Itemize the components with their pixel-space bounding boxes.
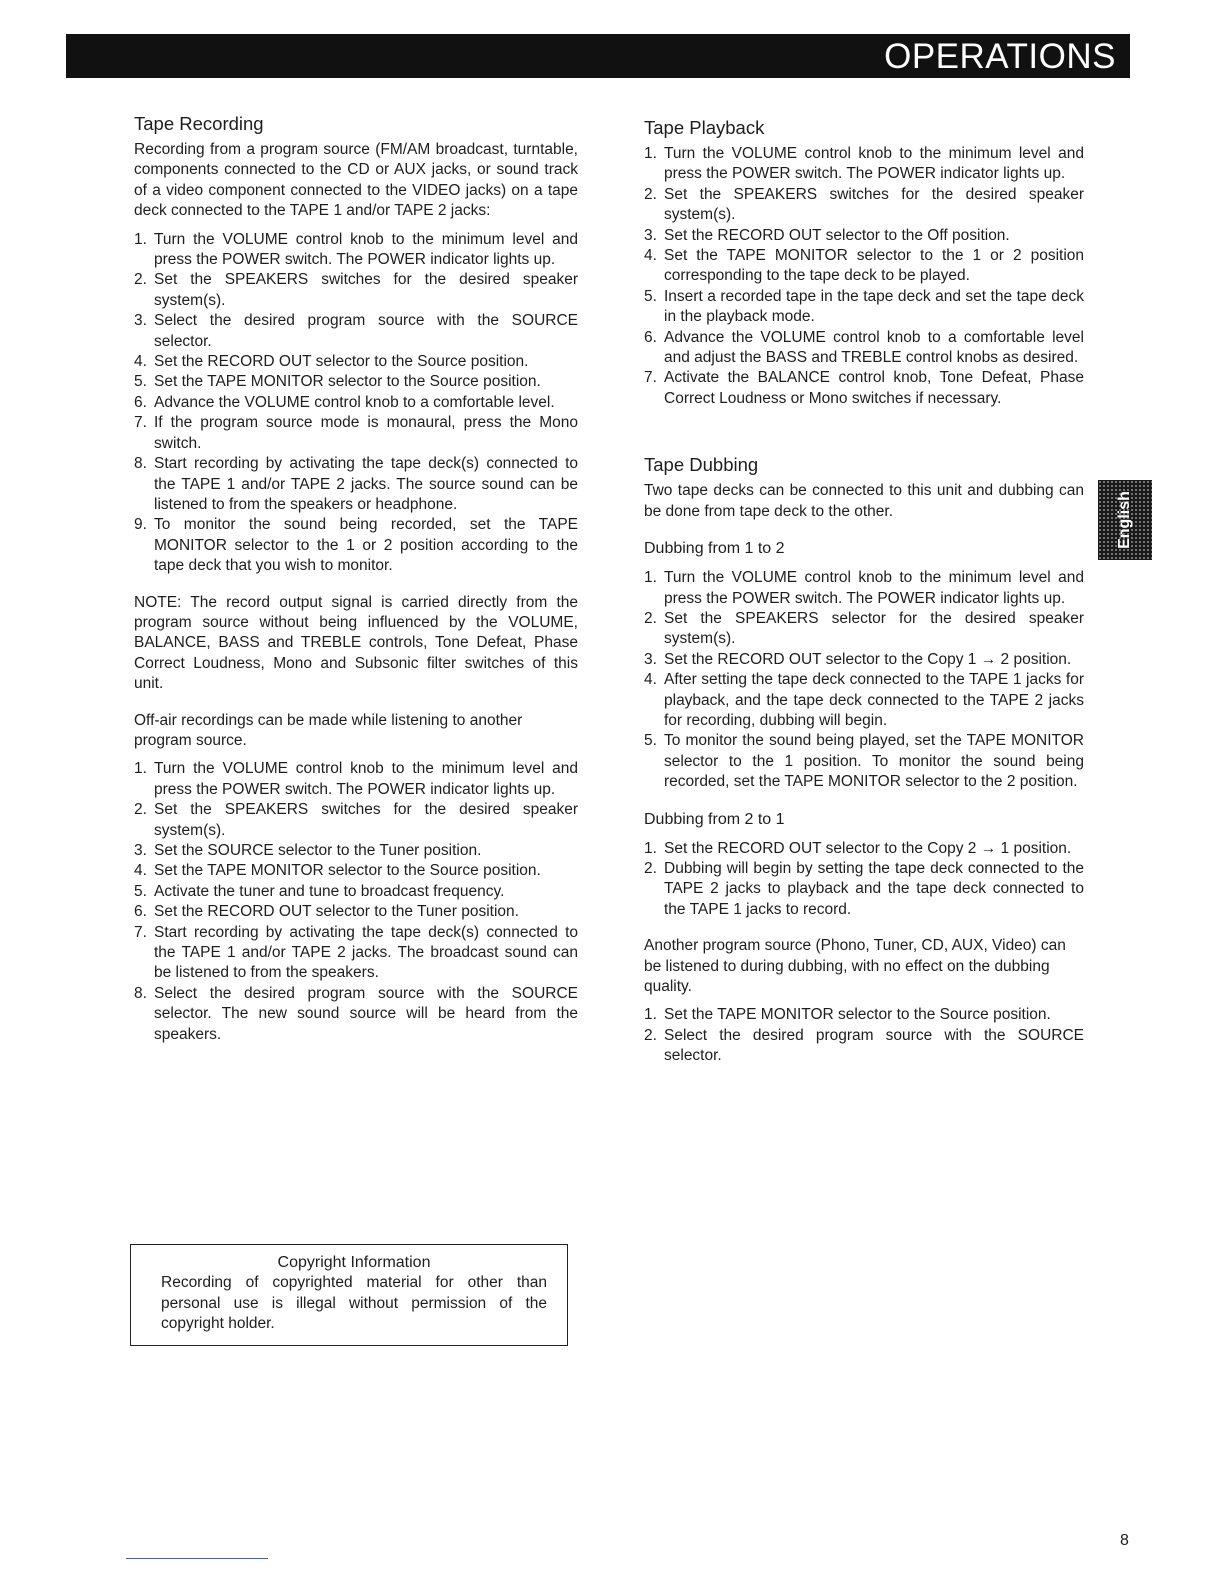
- list-item: 5. To monitor the sound being played, set the TAPE MONITOR selector to the 1 position. To monitor the sound being recorded, set the TAPE MONITOR selector to the 2 position.: [644, 732, 1084, 791]
- list-item: 7. If the program source mode is monaural, press the Mono switch.: [134, 414, 578, 452]
- list-item: 2. Set the SPEAKERS switches for the desired speaker system(s).: [134, 801, 578, 839]
- list-item: 4. After setting the tape deck connected to the TAPE 1 jacks for playback, and the tape deck connected to the TAPE 2 jacks for recording, dubbing will begin.: [644, 671, 1084, 729]
- list-item: 6. Advance the VOLUME control knob to a comfortable level.: [134, 393, 555, 411]
- dubbing-1-to-2-steps: [644, 568, 1084, 792]
- list-item: 3. Set the SOURCE selector to the Tuner position.: [134, 842, 482, 859]
- header-bar: [66, 34, 1130, 78]
- list-item: 4. Set the TAPE MONITOR selector to the Source position.: [134, 862, 541, 880]
- dubbing-2-to-1-steps: [644, 839, 1084, 921]
- dubbing-2-to-1-heading: Dubbing from 2 to 1: [644, 810, 785, 828]
- list-item: 5. Set the TAPE MONITOR selector to the Source position.: [134, 373, 541, 391]
- list-item: 5. Insert a recorded tape in the tape deck and set the tape deck in the playback mode.: [644, 287, 1084, 326]
- off-air-heading: Off-air recordings can be made while listening to another program source.: [134, 711, 523, 749]
- list-item: 5. Activate the tuner and tune to broadcast frequency.: [134, 882, 505, 900]
- list-item: 2. Dubbing will begin by setting the tape deck connected to the TAPE 2 jacks to playback and the tape deck connected to the TAPE 1 jacks to record.: [644, 859, 1084, 918]
- list-item: 6. Advance the VOLUME control knob to a comfortable level and adjust the BASS and TREBLE control knobs as desired.: [644, 328, 1084, 367]
- list-item: 7. Start recording by activating the tape deck(s) connected to the TAPE 1 and/or TAPE 2 jacks. The broadcast sound can be listened to from the speakers.: [134, 923, 578, 982]
- list-item: 4. Set the TAPE MONITOR selector to the 1 or 2 position corresponding to the tape deck to be played.: [644, 247, 1084, 285]
- list-item: 8. Start recording by activating the tape deck(s) connected to the TAPE 1 and/or TAPE 2 jacks. The source sound can be listened to from the speakers or headphone.: [134, 455, 578, 513]
- list-item: 4. Set the RECORD OUT selector to the Source position.: [134, 353, 529, 371]
- tape-playback-steps: [644, 144, 1084, 409]
- right-column: [644, 116, 1084, 1067]
- dubbing-1-to-2-heading: Dubbing from 1 to 2: [644, 540, 785, 558]
- list-item: 2. Set the SPEAKERS selector for the desired speaker system(s).: [644, 609, 1084, 648]
- tape-dubbing-heading: Tape Dubbing: [644, 454, 759, 476]
- footer-rule: [126, 1558, 268, 1559]
- list-item: 3. Set the RECORD OUT selector to the Off position.: [644, 226, 1010, 244]
- list-item: 1. Set the TAPE MONITOR selector to the Source position.: [644, 1006, 1051, 1024]
- tape-recording-heading: Tape Recording: [134, 113, 264, 134]
- list-item: 1. Turn the VOLUME control knob to the minimum level and press the POWER switch. The POWER indicator lights up.: [134, 230, 578, 269]
- recording-note: NOTE: The record output signal is carried directly from the program source without being influenced by the VOLUME, BALANCE, BASS and TREBLE controls, Tone Defeat, Phase Correct Loudness, Mono and Subsonic filter switches of this unit.: [134, 593, 578, 693]
- list-item: 1. Turn the VOLUME control knob to the minimum level and press the POWER switch. The POWER indicator lights up.: [644, 569, 1084, 607]
- list-item: 9. To monitor the sound being recorded, set the TAPE MONITOR selector to the 1 or 2 position according to the tape deck that you wish to monitor.: [134, 516, 578, 575]
- tape-recording-intro: Recording from a program source (FM/AM broadcast, turntable, components connected to the CD or AUX jacks, or sound track of a video component connected to the VIDEO jacks) on a tape deck connected to the TAPE 1 and/or TAPE 2 jacks:: [134, 141, 578, 220]
- list-item: 3. Select the desired program source with the SOURCE selector.: [134, 312, 578, 350]
- page-number: 8: [1120, 1532, 1129, 1549]
- language-tab-label: English: [1116, 491, 1133, 549]
- list-item: 2. Set the SPEAKERS switches for the desired speaker system(s).: [644, 185, 1084, 224]
- list-item: 6. Set the RECORD OUT selector to the Tuner position.: [134, 903, 519, 921]
- off-air-steps: [134, 759, 578, 1045]
- list-item: 7. Activate the BALANCE control knob, Tone Defeat, Phase Correct Loudness or Mono switches if necessary.: [644, 369, 1084, 407]
- another-source-steps: [644, 1005, 1084, 1066]
- language-tab: [1098, 480, 1152, 560]
- tape-dubbing-intro: Two tape decks can be connected to this unit and dubbing can be done from tape deck to the other.: [644, 482, 1084, 520]
- copyright-box: [130, 1244, 568, 1346]
- list-item: 3. Set the RECORD OUT selector to the Copy 1 → 2 position.: [644, 650, 1072, 668]
- list-item: 1. Set the RECORD OUT selector to the Copy 2 → 1 position.: [644, 839, 1072, 857]
- list-item: 2. Set the SPEAKERS switches for the desired speaker system(s).: [134, 271, 578, 309]
- another-source-heading: Another program source (Phono, Tuner, CD, AUX, Video) can be listened to during dubbing, with no effect on the dubbing quality.: [644, 937, 1066, 995]
- page-title: OPERATIONS: [884, 37, 1116, 76]
- tape-playback-heading: Tape Playback: [644, 117, 765, 138]
- copyright-body: Recording of copyrighted material for other than personal use is illegal without permission of the copyright holder.: [161, 1274, 547, 1333]
- tape-recording-steps: [134, 230, 578, 577]
- list-item: 1. Turn the VOLUME control knob to the minimum level and press the POWER switch. The POWER indicator lights up.: [644, 145, 1084, 183]
- left-column: [134, 112, 578, 1045]
- list-item: 1. Turn the VOLUME control knob to the minimum level and press the POWER switch. The POWER indicator lights up.: [134, 760, 578, 798]
- list-item: 8. Select the desired program source with the SOURCE selector. The new sound source will be heard from the speakers.: [134, 984, 578, 1043]
- list-item: 2. Select the desired program source with the SOURCE selector.: [644, 1026, 1084, 1065]
- copyright-title: Copyright Information: [277, 1254, 431, 1271]
